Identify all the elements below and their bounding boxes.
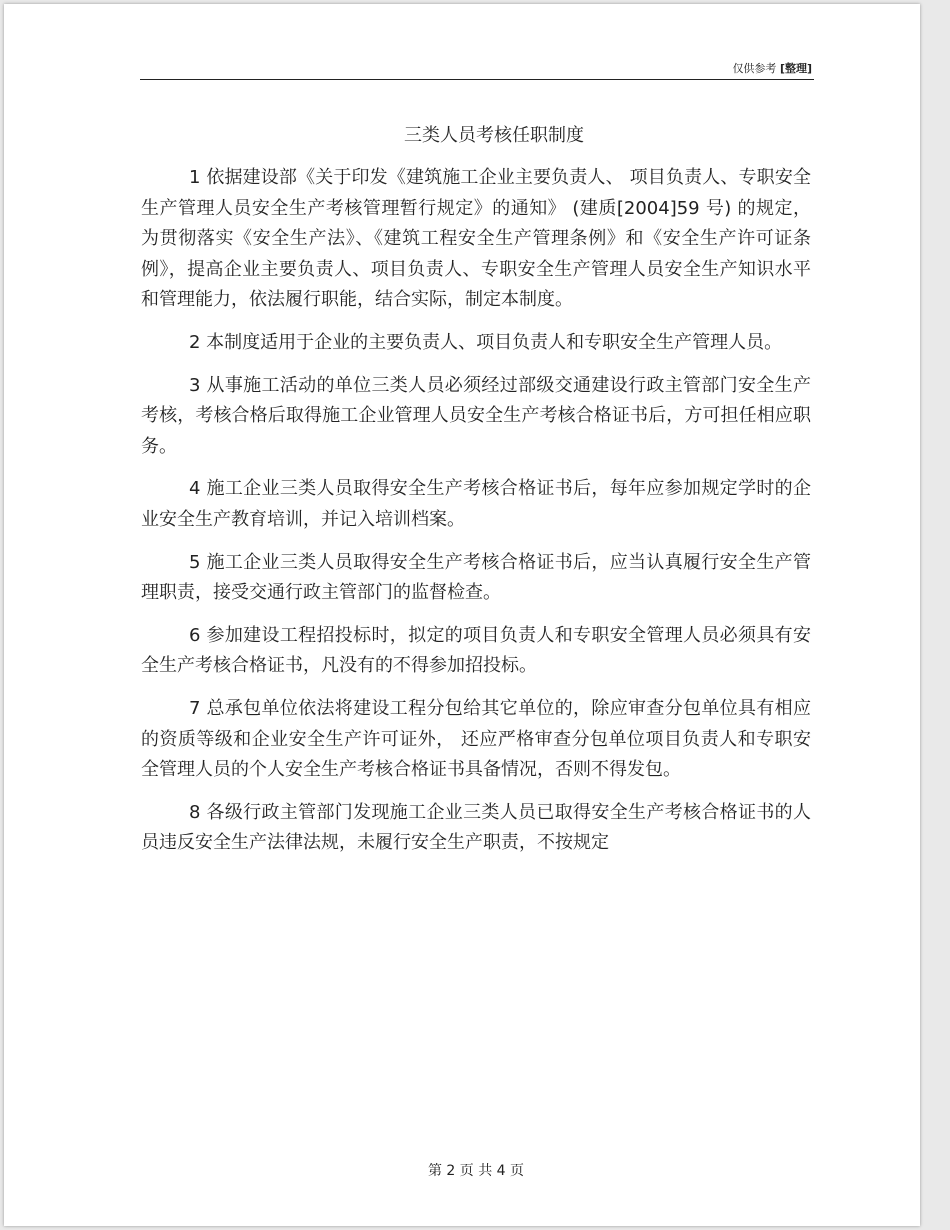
document-page — [4, 4, 920, 1226]
header-note — [732, 60, 812, 76]
header-divider — [140, 79, 814, 80]
document-body — [141, 163, 811, 871]
paragraph-3: 3 从事施工活动的单位三类人员必须经过部级交通建设行政主管部门安全生产考核，考核合格后取得施工企业管理人员安全生产考核合格证书后，方可担任相应职务。 — [141, 374, 811, 457]
header-note-tag: [整理] — [779, 62, 812, 75]
paragraph-5: 5 施工企业三类人员取得安全生产考核合格证书后，应当认真履行安全生产管理职责，接受交通行政主管部门的监督检查。 — [141, 551, 811, 604]
page-footer: 第 2 页 共 4 页 — [427, 1163, 525, 1179]
paragraph-7: 7 总承包单位依法将建设工程分包给其它单位的，除应审查分包单位具有相应的资质等级和企业安全生产许可证外， 还应严格审查分包单位项目负责人和专职安全管理人员的个人安全生产考核合格证书具备情况，否则不得发包。 — [141, 697, 811, 781]
paragraph-8: 8 各级行政主管部门发现施工企业三类人员已取得安全生产考核合格证书的人员违反安全生产法律法规，未履行安全生产职责，不按规定 — [141, 801, 811, 854]
header-note-prefix: 仅供参考 — [732, 62, 777, 75]
paragraph-2: 2 本制度适用于企业的主要负责人、项目负责人和专职安全生产管理人员。 — [189, 331, 783, 353]
paragraph-1: 1 依据建设部《关于印发《建筑施工企业主要负责人、 项目负责人、专职安全生产管理人员安全生产考核管理暂行规定》的通知》 (建质[2004]59 号) 的规定，为贯彻落实《安全生产法》、《建筑工程安全生产管理条例》和《安全生产许可证条例》，提高企业主要负责人、项目负责人、专职安全生产管理人员安全生产知识水平和管理能力，依法履行职能，结合实际，制定本制度。 — [141, 167, 811, 311]
paragraph-6: 6 参加建设工程招投标时，拟定的项目负责人和专职安全管理人员必须具有安全生产考核合格证书，凡没有的不得参加招投标。 — [141, 624, 811, 677]
paragraph-4: 4 施工企业三类人员取得安全生产考核合格证书后，每年应参加规定学时的企业安全生产教育培训，并记入培训档案。 — [141, 478, 811, 530]
document-title: 三类人员考核任职制度 — [404, 125, 584, 146]
